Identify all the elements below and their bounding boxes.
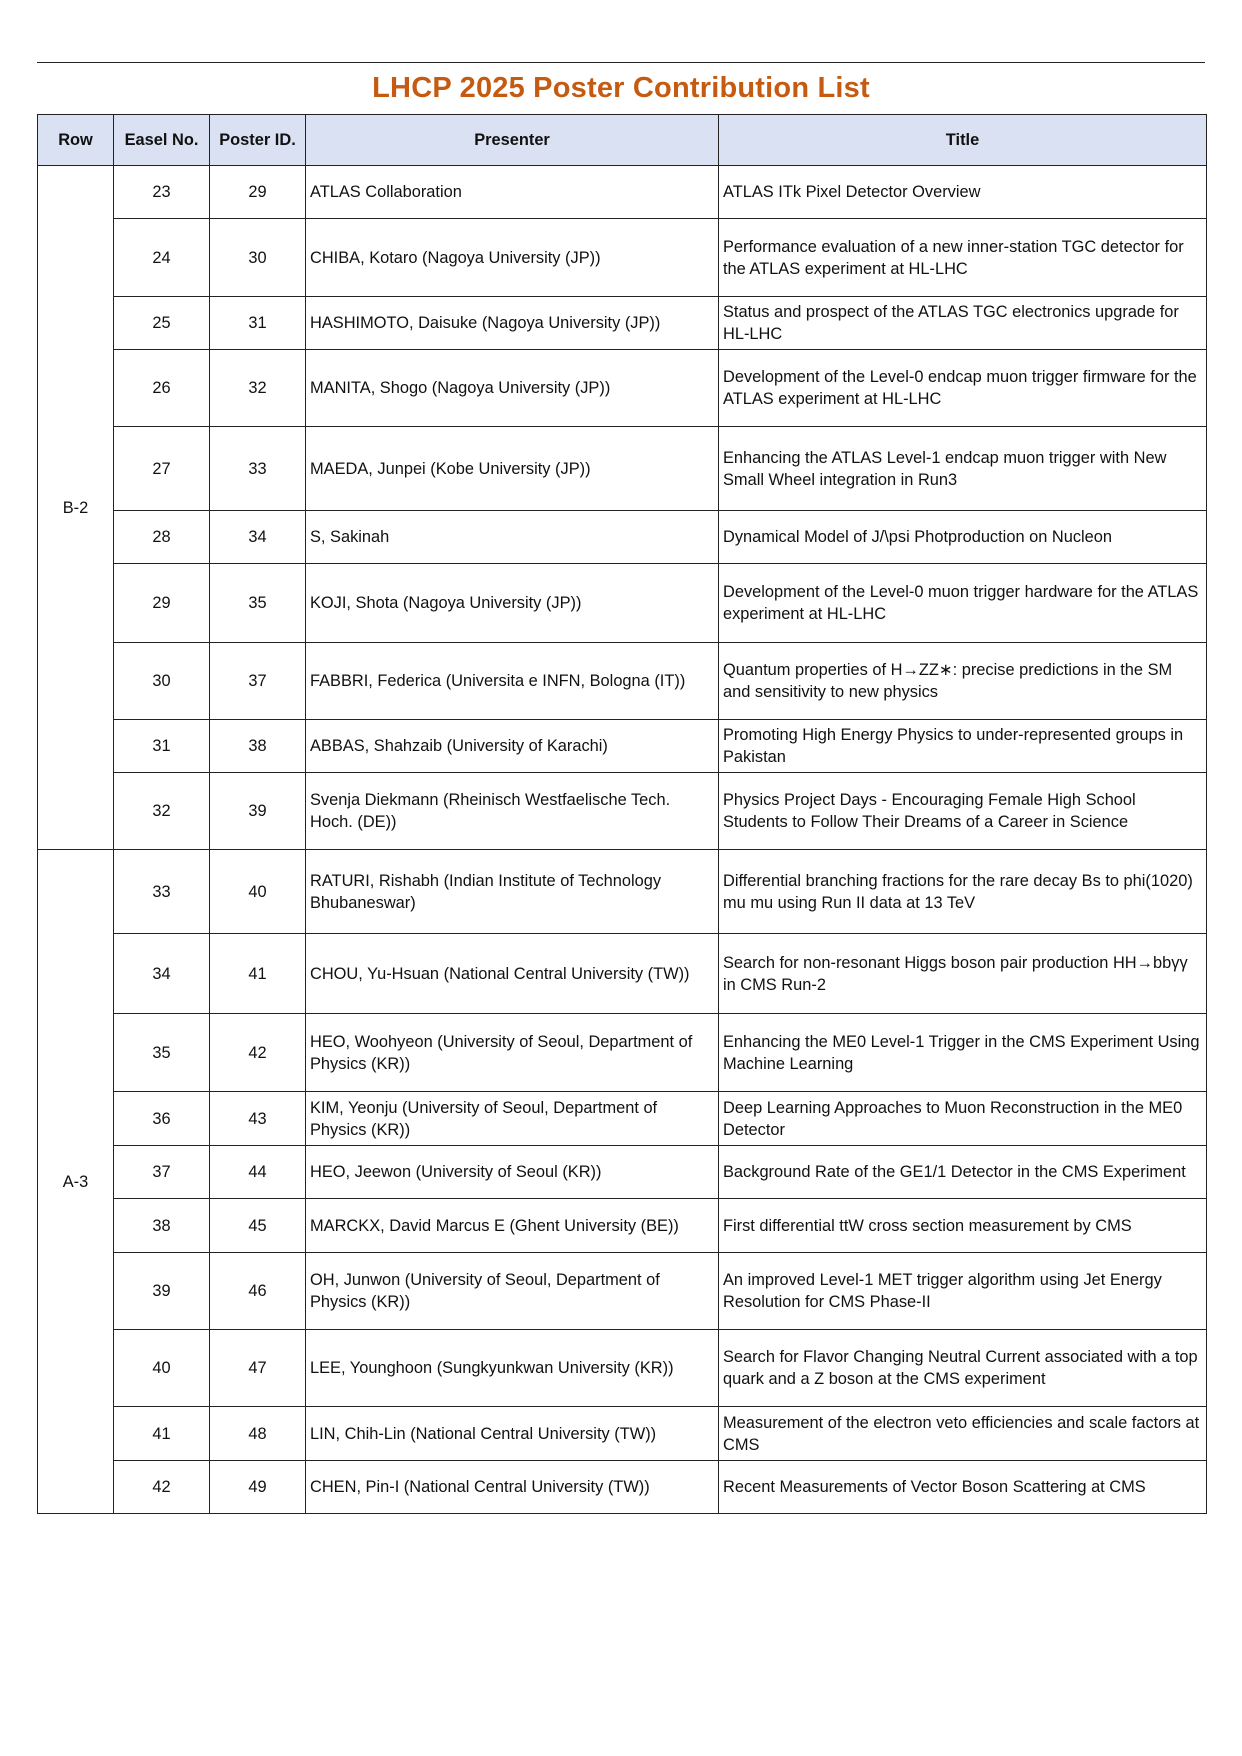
poster-id-cell: 41 [210,934,306,1014]
table-row [38,1253,1207,1330]
title-cell: Enhancing the ATLAS Level-1 endcap muon trigger with New Small Wheel integration in Run3 [719,427,1207,511]
table-row [38,427,1207,511]
table-row [38,1330,1207,1407]
easel-cell: 33 [114,850,210,934]
table-row [38,643,1207,720]
poster-id-cell: 33 [210,427,306,511]
table-row [38,720,1207,773]
table-row [38,773,1207,850]
title-cell: Deep Learning Approaches to Muon Reconstruction in the ME0 Detector [719,1092,1207,1146]
title-cell: Quantum properties of H→ZZ∗: precise predictions in the SM and sensitivity to new physics [719,643,1207,720]
poster-id-cell: 39 [210,773,306,850]
presenter-cell: HEO, Jeewon (University of Seoul (KR)) [306,1146,719,1199]
title-cell: Performance evaluation of a new inner-station TGC detector for the ATLAS experiment at HL-LHC [719,219,1207,297]
presenter-cell: HASHIMOTO, Daisuke (Nagoya University (JP)) [306,297,719,350]
title-cell: An improved Level-1 MET trigger algorithm using Jet Energy Resolution for CMS Phase-II [719,1253,1207,1330]
easel-cell: 26 [114,350,210,427]
easel-cell: 36 [114,1092,210,1146]
title-cell: Enhancing the ME0 Level-1 Trigger in the CMS Experiment Using Machine Learning [719,1014,1207,1092]
presenter-cell: MAEDA, Junpei (Kobe University (JP)) [306,427,719,511]
poster-id-cell: 37 [210,643,306,720]
table-row [38,1407,1207,1461]
easel-cell: 35 [114,1014,210,1092]
poster-id-cell: 34 [210,511,306,564]
title-cell: Promoting High Energy Physics to under-represented groups in Pakistan [719,720,1207,773]
title-cell: Recent Measurements of Vector Boson Scattering at CMS [719,1461,1207,1514]
easel-cell: 32 [114,773,210,850]
poster-id-cell: 48 [210,1407,306,1461]
presenter-cell: HEO, Woohyeon (University of Seoul, Department of Physics (KR)) [306,1014,719,1092]
title-cell: Search for Flavor Changing Neutral Current associated with a top quark and a Z boson at the CMS experiment [719,1330,1207,1407]
top-rule [37,62,1205,63]
title-cell: Physics Project Days - Encouraging Female High School Students to Follow Their Dreams of a Career in Science [719,773,1207,850]
table-row [38,1092,1207,1146]
poster-id-cell: 42 [210,1014,306,1092]
poster-id-cell: 40 [210,850,306,934]
poster-id-cell: 32 [210,350,306,427]
presenter-cell: KIM, Yeonju (University of Seoul, Department of Physics (KR)) [306,1092,719,1146]
header-presenter: Presenter [306,115,719,166]
table-row [38,564,1207,643]
table-row [38,1146,1207,1199]
table-row [38,297,1207,350]
poster-id-cell: 44 [210,1146,306,1199]
poster-table [37,114,1207,1514]
presenter-cell: S, Sakinah [306,511,719,564]
presenter-cell: CHIBA, Kotaro (Nagoya University (JP)) [306,219,719,297]
easel-cell: 31 [114,720,210,773]
title-cell: Differential branching fractions for the rare decay Bs to phi(1020) mu mu using Run II data at 13 TeV [719,850,1207,934]
row-group-cell: B-2 [38,166,114,850]
poster-id-cell: 47 [210,1330,306,1407]
easel-cell: 38 [114,1199,210,1253]
presenter-cell: OH, Junwon (University of Seoul, Department of Physics (KR)) [306,1253,719,1330]
presenter-cell: RATURI, Rishabh (Indian Institute of Technology Bhubaneswar) [306,850,719,934]
table-row [38,934,1207,1014]
easel-cell: 29 [114,564,210,643]
poster-id-cell: 35 [210,564,306,643]
easel-cell: 34 [114,934,210,1014]
presenter-cell: CHEN, Pin-I (National Central University (TW)) [306,1461,719,1514]
presenter-cell: KOJI, Shota (Nagoya University (JP)) [306,564,719,643]
presenter-cell: ATLAS Collaboration [306,166,719,219]
presenter-cell: LEE, Younghoon (Sungkyunkwan University (KR)) [306,1330,719,1407]
presenter-cell: MARCKX, David Marcus E (Ghent University (BE)) [306,1199,719,1253]
table-row [38,1199,1207,1253]
poster-id-cell: 43 [210,1092,306,1146]
easel-cell: 40 [114,1330,210,1407]
header-poster-id: Poster ID. [210,115,306,166]
presenter-cell: ABBAS, Shahzaib (University of Karachi) [306,720,719,773]
poster-id-cell: 49 [210,1461,306,1514]
title-cell: Background Rate of the GE1/1 Detector in the CMS Experiment [719,1146,1207,1199]
easel-cell: 39 [114,1253,210,1330]
table-row [38,219,1207,297]
presenter-cell: FABBRI, Federica (Universita e INFN, Bologna (IT)) [306,643,719,720]
poster-id-cell: 30 [210,219,306,297]
table-row [38,850,1207,934]
easel-cell: 42 [114,1461,210,1514]
table-row [38,166,1207,219]
presenter-cell: Svenja Diekmann (Rheinisch Westfaelische Tech. Hoch. (DE)) [306,773,719,850]
title-cell: Measurement of the electron veto efficiencies and scale factors at CMS [719,1407,1207,1461]
poster-id-cell: 45 [210,1199,306,1253]
table-row [38,1014,1207,1092]
easel-cell: 27 [114,427,210,511]
document-title: LHCP 2025 Poster Contribution List [372,72,870,104]
easel-cell: 28 [114,511,210,564]
presenter-cell: LIN, Chih-Lin (National Central University (TW)) [306,1407,719,1461]
table-row [38,511,1207,564]
poster-id-cell: 38 [210,720,306,773]
poster-id-cell: 46 [210,1253,306,1330]
easel-cell: 24 [114,219,210,297]
title-cell: Development of the Level-0 muon trigger hardware for the ATLAS experiment at HL-LHC [719,564,1207,643]
table-row [38,1461,1207,1514]
row-group-cell: A-3 [38,850,114,1514]
title-cell: Search for non-resonant Higgs boson pair production HH→bbγγ in CMS Run-2 [719,934,1207,1014]
header-easel-no: Easel No. [114,115,210,166]
easel-cell: 30 [114,643,210,720]
title-cell: Development of the Level-0 endcap muon trigger firmware for the ATLAS experiment at HL-LHC [719,350,1207,427]
easel-cell: 23 [114,166,210,219]
poster-id-cell: 29 [210,166,306,219]
header-title: Title [719,115,1207,166]
easel-cell: 41 [114,1407,210,1461]
poster-id-cell: 31 [210,297,306,350]
presenter-cell: MANITA, Shogo (Nagoya University (JP)) [306,350,719,427]
table-body [38,166,1207,1514]
title-cell: ATLAS ITk Pixel Detector Overview [719,166,1207,219]
header-row-label: Row [38,115,114,166]
easel-cell: 37 [114,1146,210,1199]
title-cell: First differential ttW cross section measurement by CMS [719,1199,1207,1253]
header-row [38,115,1207,166]
table-row [38,350,1207,427]
title-cell: Status and prospect of the ATLAS TGC electronics upgrade for HL-LHC [719,297,1207,350]
presenter-cell: CHOU, Yu-Hsuan (National Central University (TW)) [306,934,719,1014]
title-cell: Dynamical Model of J/\psi Photproduction on Nucleon [719,511,1207,564]
easel-cell: 25 [114,297,210,350]
